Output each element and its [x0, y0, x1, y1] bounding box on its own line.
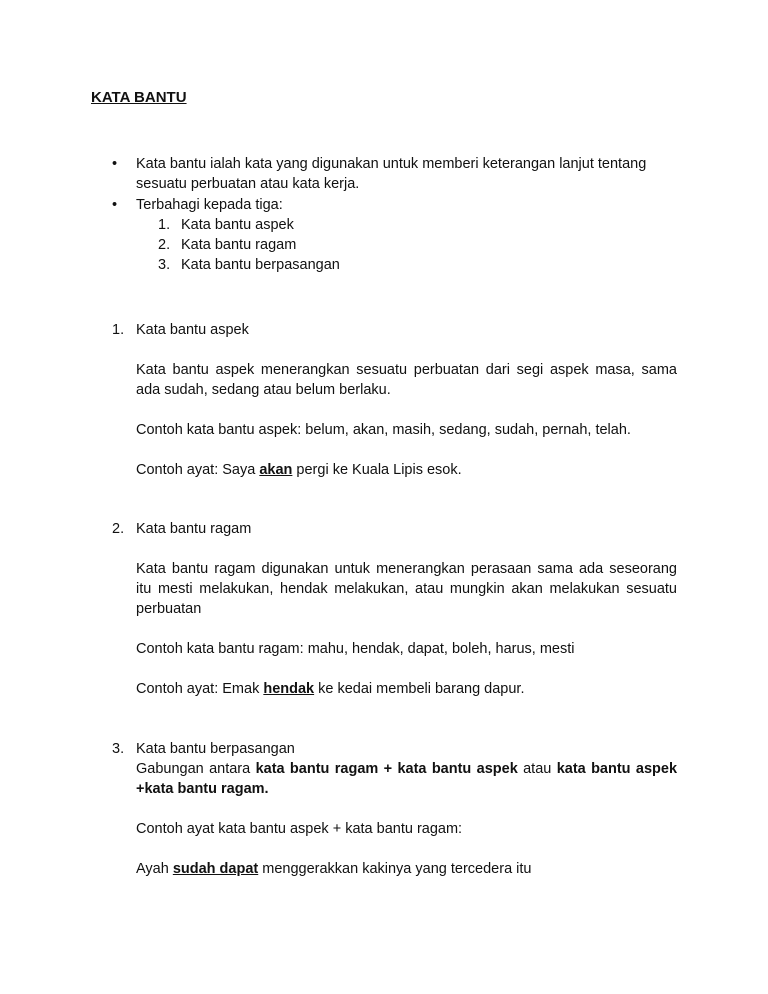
description-bold: kata bantu ragam + kata bantu aspek	[255, 761, 518, 777]
sentence-text: Contoh ayat: Saya	[136, 462, 260, 478]
section-description: Kata bantu ragam digunakan untuk menerangkan perasaan sama ada seseorang itu mesti melakukan, hendak melakukan, atau mungkin akan melakukan sesuatu perbuatan	[136, 561, 677, 617]
bullet-definition: Kata bantu ialah kata yang digunakan untuk memberi keterangan lanjut tentang sesuatu perbuatan atau kata kerja.	[136, 156, 647, 192]
section-sentence	[136, 859, 531, 879]
section-heading: Kata bantu ragam	[136, 521, 252, 537]
sentence-text: pergi ke Kuala Lipis esok.	[292, 462, 462, 478]
bullet-marker: •	[112, 156, 118, 172]
description-text: atau	[517, 761, 557, 777]
type-number: 3.	[158, 257, 171, 273]
type-number: 2.	[158, 237, 171, 253]
sentence-text: Ayah	[136, 861, 173, 877]
type-label: Kata bantu berpasangan	[181, 257, 340, 273]
type-label: Kata bantu aspek	[181, 217, 294, 233]
section-description	[136, 759, 677, 799]
sentence-keyword: akan	[259, 462, 293, 478]
sentence-keyword: sudah dapat	[172, 861, 259, 877]
section-heading: Kata bantu aspek	[136, 322, 249, 338]
section-sentence	[136, 679, 525, 699]
section-number: 1.	[112, 322, 125, 338]
sentence-keyword: hendak	[263, 681, 315, 697]
section-examples: Contoh kata bantu aspek: belum, akan, masih, sedang, sudah, pernah, telah.	[136, 422, 631, 438]
section-description: Kata bantu aspek menerangkan sesuatu perbuatan dari segi aspek masa, sama ada sudah, sedang atau belum berlaku.	[136, 362, 677, 398]
section-heading: Kata bantu berpasangan	[136, 741, 295, 757]
type-number: 1.	[158, 217, 171, 233]
bullet-division: Terbahagi kepada tiga:	[136, 197, 283, 213]
section-examples: Contoh kata bantu ragam: mahu, hendak, dapat, boleh, harus, mesti	[136, 641, 575, 657]
description-text: Gabungan antara	[136, 761, 256, 777]
description-bold: kata bantu aspek +kata bantu ragam.	[136, 761, 678, 797]
type-label: Kata bantu ragam	[181, 237, 297, 253]
sentence-text: Contoh ayat: Emak	[136, 681, 264, 697]
section-number: 2.	[112, 521, 125, 537]
section-number: 3.	[112, 741, 125, 757]
bullet-marker: •	[112, 197, 118, 213]
section-examples: Contoh ayat kata bantu aspek + kata bantu ragam:	[136, 821, 463, 837]
sentence-text: ke kedai membeli barang dapur.	[314, 681, 525, 697]
page-title: KATA BANTU	[91, 89, 187, 106]
section-sentence	[136, 460, 462, 480]
sentence-text: menggerakkan kakinya yang tercedera itu	[258, 861, 532, 877]
